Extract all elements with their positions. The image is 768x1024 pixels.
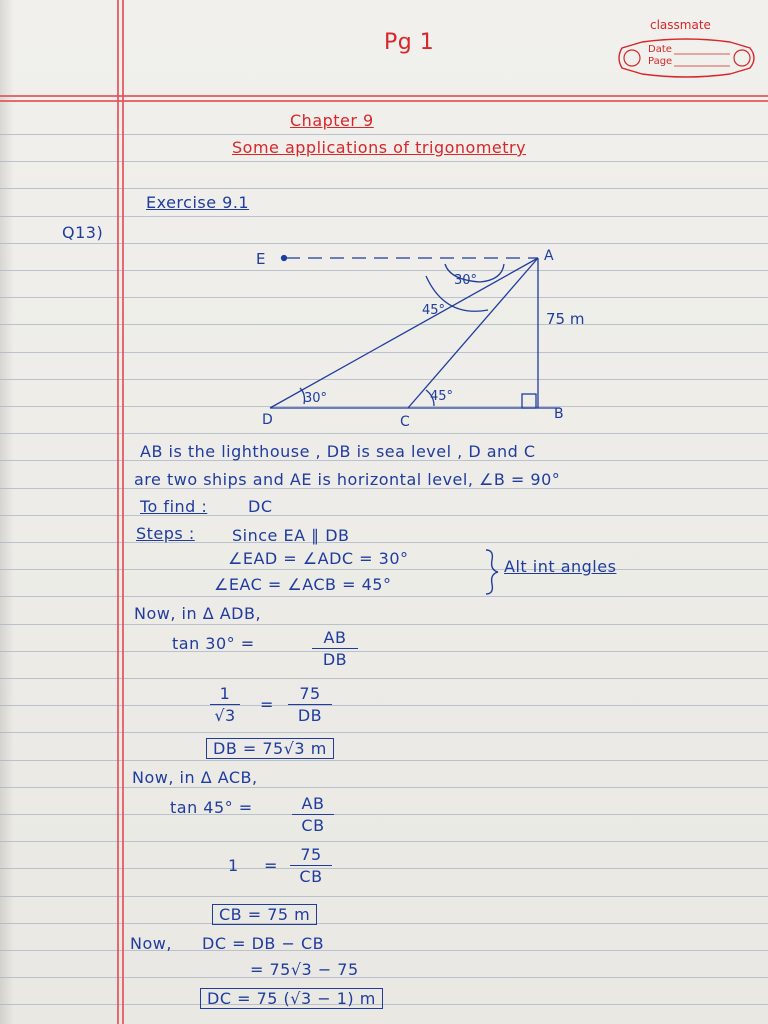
ruled-line <box>0 134 768 135</box>
angle-eq-1: ∠EAD = ∠ADC = 30° <box>228 549 409 568</box>
ruled-line <box>0 705 768 706</box>
ruled-line <box>0 188 768 189</box>
fraction-one-root3: 1 √3 <box>210 684 240 725</box>
ruled-line <box>0 977 768 978</box>
brand-badge-icon <box>612 34 760 84</box>
ruled-line <box>0 433 768 434</box>
statement-line-1: AB is the lighthouse , DB is sea level , D and C <box>140 442 536 461</box>
line-ad <box>270 258 538 408</box>
brace-icon <box>482 548 502 596</box>
ruled-line <box>0 1004 768 1005</box>
since-line: Since EA ∥ DB <box>232 526 350 545</box>
ruled-line <box>0 868 768 869</box>
ruled-line <box>0 542 768 543</box>
ruled-line <box>0 161 768 162</box>
ruled-line <box>0 950 768 951</box>
ruled-line <box>0 787 768 788</box>
angle-label-45-bottom: 45° <box>430 389 454 404</box>
angle-label-45-top: 45° <box>422 303 446 318</box>
tan30-fraction: AB DB <box>312 628 358 669</box>
alt-angles-note: Alt int angles <box>504 557 617 576</box>
lighthouse-figure <box>240 240 620 430</box>
result-cb: CB = 75 m <box>212 904 317 925</box>
equals-1: = <box>260 695 274 714</box>
page-number: Pg 1 <box>384 30 435 55</box>
margin-line-left-1 <box>117 0 119 1024</box>
fraction-75-cb: 75 CB <box>290 845 332 886</box>
label-a: A <box>544 248 554 264</box>
brand-stamp <box>612 18 760 76</box>
height-label: 75 m <box>546 310 585 328</box>
label-c: C <box>400 414 410 430</box>
now-acb: Now, in Δ ACB, <box>132 768 258 787</box>
now-adb: Now, in Δ ADB, <box>134 604 262 623</box>
now-dc-label: Now, <box>130 934 172 953</box>
ruled-line <box>0 596 768 597</box>
chapter-heading: Chapter 9 <box>290 111 374 130</box>
margin-line-top-2 <box>0 100 768 102</box>
label-b: B <box>554 406 564 422</box>
angle-eq-2: ∠EAC = ∠ACB = 45° <box>214 575 392 594</box>
angle-label-30-bottom: 30° <box>304 391 328 406</box>
steps-label: Steps : <box>136 524 195 543</box>
angle-label-30-top: 30° <box>454 273 478 288</box>
chapter-title: Some applications of trigonometry <box>232 138 527 157</box>
ruled-line <box>0 923 768 924</box>
ruled-line <box>0 678 768 679</box>
brand-name: classmate <box>650 18 711 32</box>
tan45-lhs: tan 45° = <box>170 798 253 817</box>
date-label: Date <box>648 44 672 55</box>
ruled-line <box>0 624 768 625</box>
equals-2: = <box>264 856 278 875</box>
exercise-heading: Exercise 9.1 <box>146 193 250 212</box>
margin-line-left-2 <box>122 0 124 1024</box>
to-find-value: DC <box>248 497 273 516</box>
ruled-line <box>0 814 768 815</box>
label-e: E <box>256 250 266 268</box>
question-number: Q13) <box>62 223 104 242</box>
ruled-line <box>0 896 768 897</box>
ruled-line <box>0 760 768 761</box>
dc-equation: DC = DB − CB <box>202 934 325 953</box>
fraction-75-db: 75 DB <box>288 684 332 725</box>
page-label: Page <box>648 56 673 67</box>
tan30-lhs: tan 30° = <box>172 634 255 653</box>
statement-line-2: are two ships and AE is horizontal level, ∠B = 90° <box>134 470 561 489</box>
result-db: DB = 75√3 m <box>206 738 334 759</box>
right-angle-b <box>522 394 536 408</box>
label-d: D <box>262 412 273 428</box>
ruled-line <box>0 651 768 652</box>
dc-substitution: = 75√3 − 75 <box>250 960 359 979</box>
ruled-line <box>0 216 768 217</box>
margin-line-top-1 <box>0 95 768 97</box>
ruled-line <box>0 841 768 842</box>
tan45-fraction: AB CB <box>292 794 334 835</box>
ruled-line <box>0 515 768 516</box>
ruled-line <box>0 569 768 570</box>
one-value: 1 <box>228 856 239 875</box>
result-dc: DC = 75 (√3 − 1) m <box>200 988 383 1009</box>
ruled-line <box>0 732 768 733</box>
to-find-label: To find : <box>140 497 208 516</box>
